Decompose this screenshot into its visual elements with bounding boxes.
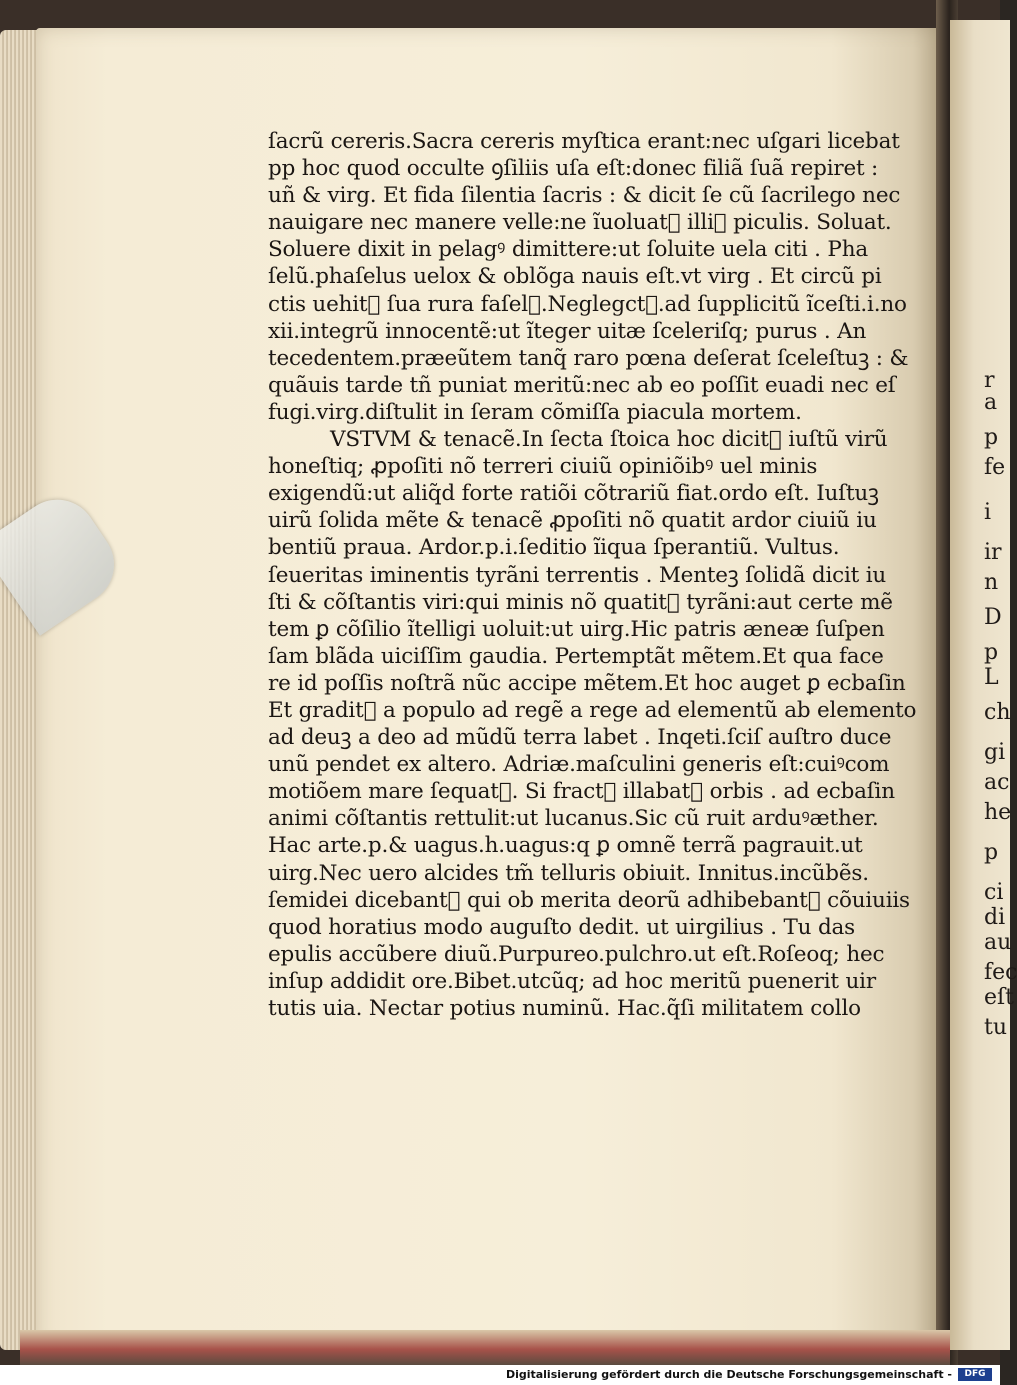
facing-page-letter: D xyxy=(984,605,1002,630)
text-line: uirũ ſolida mẽte & tenacẽ ꝓpoſiti nõ quatit ardor ciuiũ iu xyxy=(268,508,877,534)
facing-page-letter: i xyxy=(984,500,992,525)
text-line: ſti & cõſtantis viri:qui minis nõ quatitᷣ tyrãni:aut certe mẽ xyxy=(268,589,893,615)
text-line: xii.integrũ innocentẽ:ut ĩteger uitæ ſceleriſq; purus . An xyxy=(268,318,867,344)
text-line: VSTVM & tenacẽ.In ſecta ſtoica hoc dicitᷣ iuſtũ virũ xyxy=(330,427,888,453)
text-line: Et graditᷣ a populo ad regẽ a rege ad elementũ ab elemento xyxy=(268,697,917,723)
text-line: tem ꝑ cõſilio ĩtelligi uoluit:ut uirg.Hic patris æneæ ſuſpen xyxy=(268,616,885,642)
facing-page-letter: p xyxy=(984,640,999,665)
dfg-logo: DFG xyxy=(958,1368,992,1381)
facing-page-letter: au xyxy=(984,930,1012,955)
text-line: tutis uia. Nectar potius numinũ. Hac.q̃ſi militatem collo xyxy=(268,996,861,1021)
text-line: quod horatius modo auguſto dedit. ut uirgilius . Tu das xyxy=(268,914,855,940)
text-line: honeſtiq; ꝓpoſiti nõ terreri ciuiũ opiniõibꝰ uel minis xyxy=(268,454,818,480)
facing-page-edge xyxy=(950,20,1017,1350)
digitization-footer xyxy=(0,1365,1000,1385)
text-line: fugi.virg.diſtulit in ſeram cõmiſſa piacula mortem. xyxy=(268,399,802,425)
text-line: re id poſſis noſtrã nũc accipe mẽtem.Et hoc auget ꝑ ecbaſin xyxy=(268,670,906,696)
facing-page-letter: p xyxy=(984,840,999,865)
text-line: Hac arte.p.& uagus.h.uagus:q ꝑ omnẽ terrã pagrauit.ut xyxy=(268,833,863,859)
text-line: ſam blãda uiciſſim gaudia. Pertemptãt mẽtem.Et qua face xyxy=(268,643,884,669)
facing-page-letter: di xyxy=(984,905,1006,930)
facing-page-letter: ac xyxy=(984,770,1010,795)
facing-page-letter: a xyxy=(984,390,998,415)
text-line: unũ pendet ex altero. Adriæ.maſculini generis eſt:cuiꝰcom xyxy=(268,752,890,778)
facing-page-letter: n xyxy=(984,570,999,595)
text-line: motiõem mare ſequatᷣ. Si fractꝰ illabatᷣ orbis . ad ecbaſin xyxy=(268,779,895,805)
facing-page-letter: p xyxy=(984,425,999,450)
facing-page-letter: ch xyxy=(984,700,1011,725)
text-line: tecedentem.præeũtem tanq̃ raro pœna deſerat ſceleſtuꝫ : & xyxy=(268,345,909,371)
text-line: pp hoc quod occulte ꝯſiliis uſa eſt:donec filiã ſuã repiret : xyxy=(268,156,879,182)
facing-page-letter: he xyxy=(984,800,1012,825)
text-line: inſup addidit ore.Bibet.utcũq; ad hoc meritũ puenerit uir xyxy=(268,968,876,994)
facing-page-letter: eſt xyxy=(984,985,1015,1010)
text-line: ctis uehitᷣ ſua rura faſelᷣ.Neglegctꝰ.ad ſupplicitũ ĩceſti.i.no xyxy=(268,291,907,317)
text-line: uirg.Nec uero alcides tm̃ telluris obiuit. Innitus.incũbẽs. xyxy=(268,860,869,886)
facing-page-letter: r xyxy=(984,368,995,393)
text-line: epulis accũbere diuũ.Purpureo.pulchro.ut eſt.Roſeoq; hec xyxy=(268,941,885,967)
page-bottom-edge xyxy=(20,1330,950,1365)
text-line: quãuis tarde tñ puniat meritũ:nec ab eo poſſit euadi nec eſ xyxy=(268,372,896,398)
text-line: ſelũ.phaſelus uelox & oblõga nauis eſt.vt virg . Et circũ pi xyxy=(268,264,882,290)
text-line: bentiũ praua. Ardor.p.i.ſeditio ĩiqua ſperantiũ. Vultus. xyxy=(268,535,840,561)
text-line: ſacrũ cereris.Sacra cereris myſtica erant:nec uſgari licebat xyxy=(268,129,900,154)
facing-page-letter: tu xyxy=(984,1015,1008,1040)
funding-credit: Digitalisierung gefördert durch die Deutsche Forschungsgemeinschaft - xyxy=(505,1368,952,1381)
facing-page-letter: L xyxy=(984,665,999,690)
facing-page-letter: fe xyxy=(984,455,1006,480)
text-line: nauigare nec manere velle:ne ĩuoluatᷣ illiꝰ piculis. Soluat. xyxy=(268,210,892,236)
text-line: ſemidei dicebantᷣ qui ob merita deorũ adhibebantᷣ cõuiuiis xyxy=(268,887,910,913)
facing-page-letter: fec xyxy=(984,960,1017,985)
text-line: exigendũ:ut aliq̃d forte ratiõi cõtrariũ fiat.ordo eſt. Iuſtuꝫ xyxy=(268,481,879,507)
facing-page-letter: ir xyxy=(984,540,1002,565)
text-line: Soluere dixit in pelagꝰ dimittere:ut ſoluite uela citi . Pha xyxy=(268,237,868,263)
facing-page-letter: ci xyxy=(984,880,1004,905)
incunable-commentary-text xyxy=(268,128,917,1022)
text-line: animi cõſtantis rettulit:ut lucanus.Sic cũ ruit arduꝰæther. xyxy=(268,806,879,832)
text-line: uñ & virg. Et fida ſilentia ſacris : & dicit ſe cũ ſacrilego nec xyxy=(268,183,901,209)
text-line: ad deuꝫ a deo ad mũdũ terra labet . Inqeti.ſciſ auſtro duce xyxy=(268,725,892,751)
text-line: ſeueritas iminentis tyrãni terrentis . Menteꝫ ſolidã dicit iu xyxy=(268,562,887,588)
facing-page-letter: gi xyxy=(984,740,1006,765)
